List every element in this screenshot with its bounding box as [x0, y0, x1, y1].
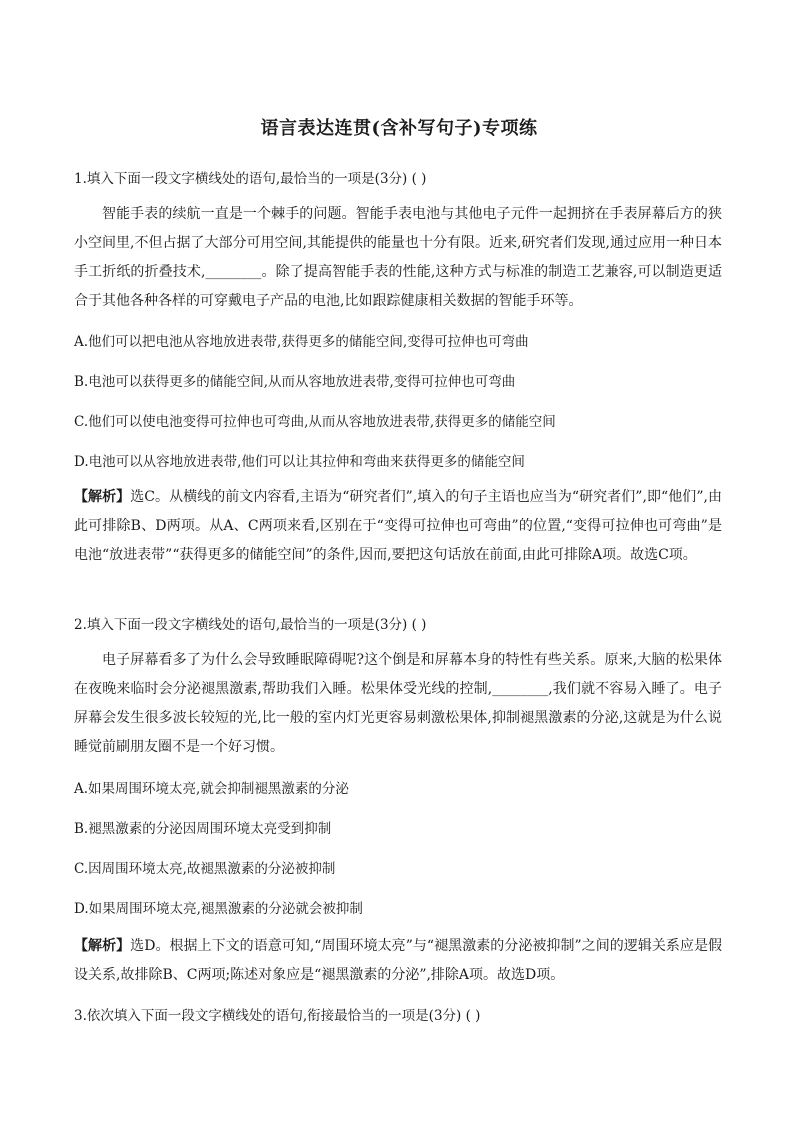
analysis-tag: 【解析】 — [74, 938, 131, 954]
analysis-text: 选C。从横线的前文内容看,主语为“研究者们”,填入的句子主语也应当为“研究者们”,即“他们”,由此可排除B、D两项。从A、C两项来看,区别在于“变得可拉伸也可弯曲”的位置,“变得可拉伸也可弯曲”是电池“放进表带”“获得更多的储能空间”的条件,因而,要把这句话放在前面,由此可排除A项。故选C项。 — [74, 489, 722, 563]
question-1-option-d: D.电池可以从容地放进表带,他们可以让其拉伸和弯曲来获得更多的储能空间 — [74, 454, 525, 470]
analysis-tag: 【解析】 — [74, 489, 131, 505]
question-2-analysis — [74, 932, 722, 990]
question-2-passage: 电子屏幕看多了为什么会导致睡眠障碍呢?这个倒是和屏幕本身的特性有些关系。原来,大脑的松果体在夜晚来临时会分泌褪黑激素,帮助我们入睡。松果体受光线的控制,________,我们就不容易入睡了。电子屏幕会发生很多波长较短的光,比一般的室内灯光更容易刺激松果体,抑制褪黑激素的分泌,这就是为什么说睡觉前刷朋友圈不是一个好习惯。 — [74, 652, 722, 755]
question-2-option-b: B.褪黑激素的分泌因周围环境太亮受到抑制 — [74, 821, 332, 837]
question-1-option-c: C.他们可以使电池变得可拉伸也可弯曲,从而从容地放进表带,获得更多的储能空间 — [74, 414, 556, 430]
analysis-text: 选D。根据上下文的语意可知,“周围环境太亮”与“褪黑激素的分泌被抑制”之间的逻辑关系应是假设关系,故排除B、C两项;陈述对象应是“褪黑激素的分泌”,排除A项。故选D项。 — [74, 938, 723, 983]
question-2-option-c: C.因周围环境太亮,故褪黑激素的分泌被抑制 — [74, 861, 336, 877]
question-1-stem: 1.填入下面一段文字横线处的语句,最恰当的一项是(3分) ( ) — [74, 171, 427, 187]
question-1-analysis — [74, 483, 722, 570]
page-title: 语言表达连贯(含补写句子)专项练 — [260, 118, 538, 139]
question-1-option-a: A.他们可以把电池从容地放进表带,获得更多的储能空间,变得可拉伸也可弯曲 — [74, 334, 529, 350]
question-2-option-d: D.如果周围环境太亮,褪黑激素的分泌就会被抑制 — [74, 901, 363, 917]
question-2-option-a: A.如果周围环境太亮,就会抑制褪黑激素的分泌 — [74, 781, 349, 797]
question-1-passage: 智能手表的续航一直是一个棘手的问题。智能手表电池与其他电子元件一起拥挤在手表屏幕后方的狭小空间里,不但占据了大部分可用空间,其能提供的能量也十分有限。近来,研究者们发现,通过应用一种日本手工折纸的折叠技术,________。除了提高智能手表的性能,这种方式与标准的制造工艺兼容,可以制造更适合于其他各种各样的可穿戴电子产品的电池,比如跟踪健康相关数据的智能手环等。 — [74, 206, 722, 309]
question-1-option-b: B.电池可以获得更多的储能空间,从而从容地放进表带,变得可拉伸也可弯曲 — [74, 374, 516, 390]
question-3-stem: 3.依次填入下面一段文字横线处的语句,衔接最恰当的一项是(3分) ( ) — [74, 1008, 481, 1024]
question-2-stem: 2.填入下面一段文字横线处的语句,最恰当的一项是(3分) ( ) — [74, 617, 427, 633]
